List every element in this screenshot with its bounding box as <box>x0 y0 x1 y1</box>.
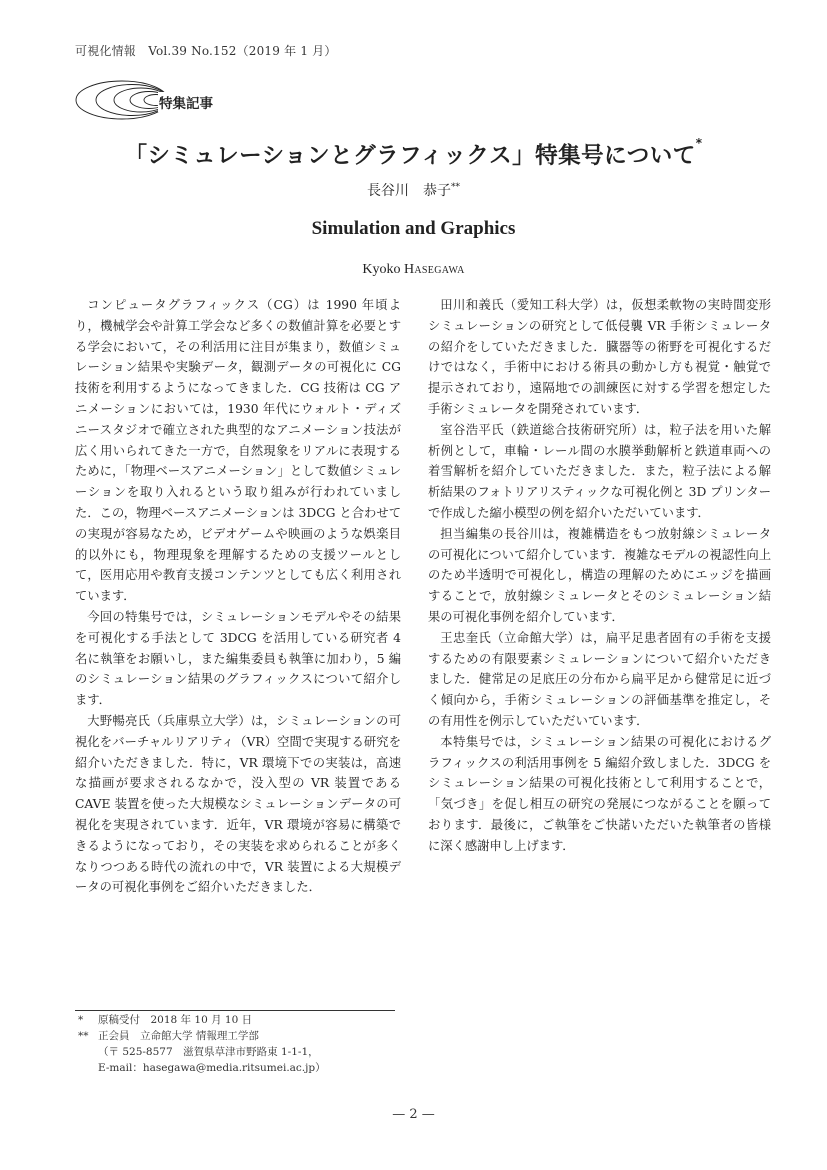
author-en-family: Hasegawa <box>404 262 465 277</box>
body-left-column <box>75 295 401 898</box>
paragraph: 本特集号では，シミュレーション結果の可視化におけるグラフィックスの利活用事例を 5 編紹介致しました．3DCG をシミュレーション結果の可視化技術として利用することで，「気づき」を促し相互の研究の発展につながることを願っております．最後に，ご執筆をご快諾いただいた執筆者の皆様に深く感謝申し上げます． <box>428 734 771 853</box>
footnote-text: 正会員 立命館大学 情報理工学部 <box>98 1030 259 1042</box>
paragraph: 田川和義氏（愛知工科大学）は，仮想柔軟物の実時間変形シミュレーションの研究として低侵襲 VR 手術シミュレータの紹介をしていただきました．臓器等の術野を可視化するだけではなく，手術中における術具の動かし方も視覚・触覚で提示されており，遠隔地での訓練医に対する学習を想定した手術シミュレータを開発されています． <box>428 298 771 416</box>
footnote-address: （〒 525-8577 滋賀県草津市野路東 1-1-1， <box>98 1046 319 1058</box>
footnote-text: 原稿受付 2018 年 10 月 10 日 <box>98 1014 253 1026</box>
body-right-column <box>428 295 771 857</box>
paragraph: コンピュータグラフィックス（CG）は 1990 年頃より，機械学会や計算工学会など多くの数値計算を必要とする学会において，その利活用に注目が集まり，数値シミュレーション結果や実験データ，観測データの可視化に CG 技術を利用するようになってきました．CG 技術は CG アニメーションにおいては，1930 年代にウォルト・ディズニースタジオで確立された典型的なアニメーション技法が広く用いられてきた一方で，自然現象をリアルに表現するために，「物理ベースアニメーション」として数値シミュレーションを取り入れるという取り組みが行われていました．この，物理ベースアニメーションは 3DCG と合わせての実現が容易なため，ビデオゲームや映画のような娯楽目的以外にも，物理現象を理解するための支援ツールとして，医用応用や教育支援コンテンツとしても広く利用されています． <box>75 298 401 604</box>
section-label: 特集記事 <box>158 92 214 112</box>
footnote-received <box>78 1012 326 1028</box>
title-footnote-mark: * <box>695 136 703 150</box>
title-text: 「シミュレーションとグラフィックス」特集号について <box>124 143 696 169</box>
author-english <box>0 262 827 278</box>
paragraph: 担当編集の長谷川は，複雑構造をもつ放射線シミュレータの可視化について紹介しています．複雑なモデルの視認性向上のため半透明で可視化し，構造の理解のためにエッジを描画することで，放射線シミュレータとそのシミュレーション結果の可視化事例を紹介しています． <box>428 526 771 624</box>
footnote-divider <box>75 1010 395 1011</box>
footnote-affiliation <box>78 1028 326 1044</box>
author-en-given: Kyoko <box>362 262 404 277</box>
article-title <box>0 138 827 170</box>
footnotes <box>78 1012 326 1076</box>
author-japanese <box>0 180 827 200</box>
paragraph: 室谷浩平氏（鉄道総合技術研究所）は，粒子法を用いた解析例として，車輪・レール間の水膜挙動解析と鉄道車両への着雪解析を紹介していただきました．また，粒子法による解析結果のフォトリアリスティックな可視化例と 3D プリンターで作成した縮小模型の例を紹介いただいています． <box>428 422 771 520</box>
paragraph: 今回の特集号では，シミュレーションモデルやその結果を可視化する手法として 3DCG を活用している研究者 4 名に執筆をお願いし，また編集委員も執筆に加わり，5 編のシミュレーション結果のグラフィックスについて紹介します． <box>75 609 401 708</box>
paragraph: 大野暢亮氏（兵庫県立大学）は，シミュレーションの可視化をバーチャルリアリティ（VR）空間で実現する研究を紹介いただきました．特に，VR 環境下での実装は，高速な描画が要求されるなかで，没入型の VR 装置である CAVE 装置を使った大規模なシミュレーションデータの可視化を実現されています．近年，VR 環境が容易に構築できるようになっており，その実装を求められることが多くなりつつある時代の流れの中で，VR 装置による大規模データの可視化事例をご紹介いただきました． <box>75 713 401 895</box>
running-head: 可視化情報 Vol.39 No.152（2019 年 1 月） <box>75 44 337 58</box>
footnote-mark: * <box>78 1014 84 1026</box>
footnote-mark: ** <box>78 1030 89 1042</box>
special-feature-logo-icon <box>72 80 242 120</box>
paragraph: 王忠奎氏（立命館大学）は，扁平足患者固有の手術を支援するための有限要素シミュレーションについて紹介いただきました．健常足の足底圧の分布から扁平足から健常足に近づく傾向から，手術シミュレーションの評価基準を推定し，その有用性を例示していただいています． <box>428 630 771 728</box>
footnote-email: E-mail：hasegawa@media.ritsumei.ac.jp） <box>98 1062 326 1074</box>
english-title: Simulation and Graphics <box>311 218 516 239</box>
author-ja-name: 長谷川 恭子 <box>367 183 451 199</box>
page-number: — 2 — <box>392 1107 435 1122</box>
author-footnote-mark: ** <box>451 182 460 193</box>
